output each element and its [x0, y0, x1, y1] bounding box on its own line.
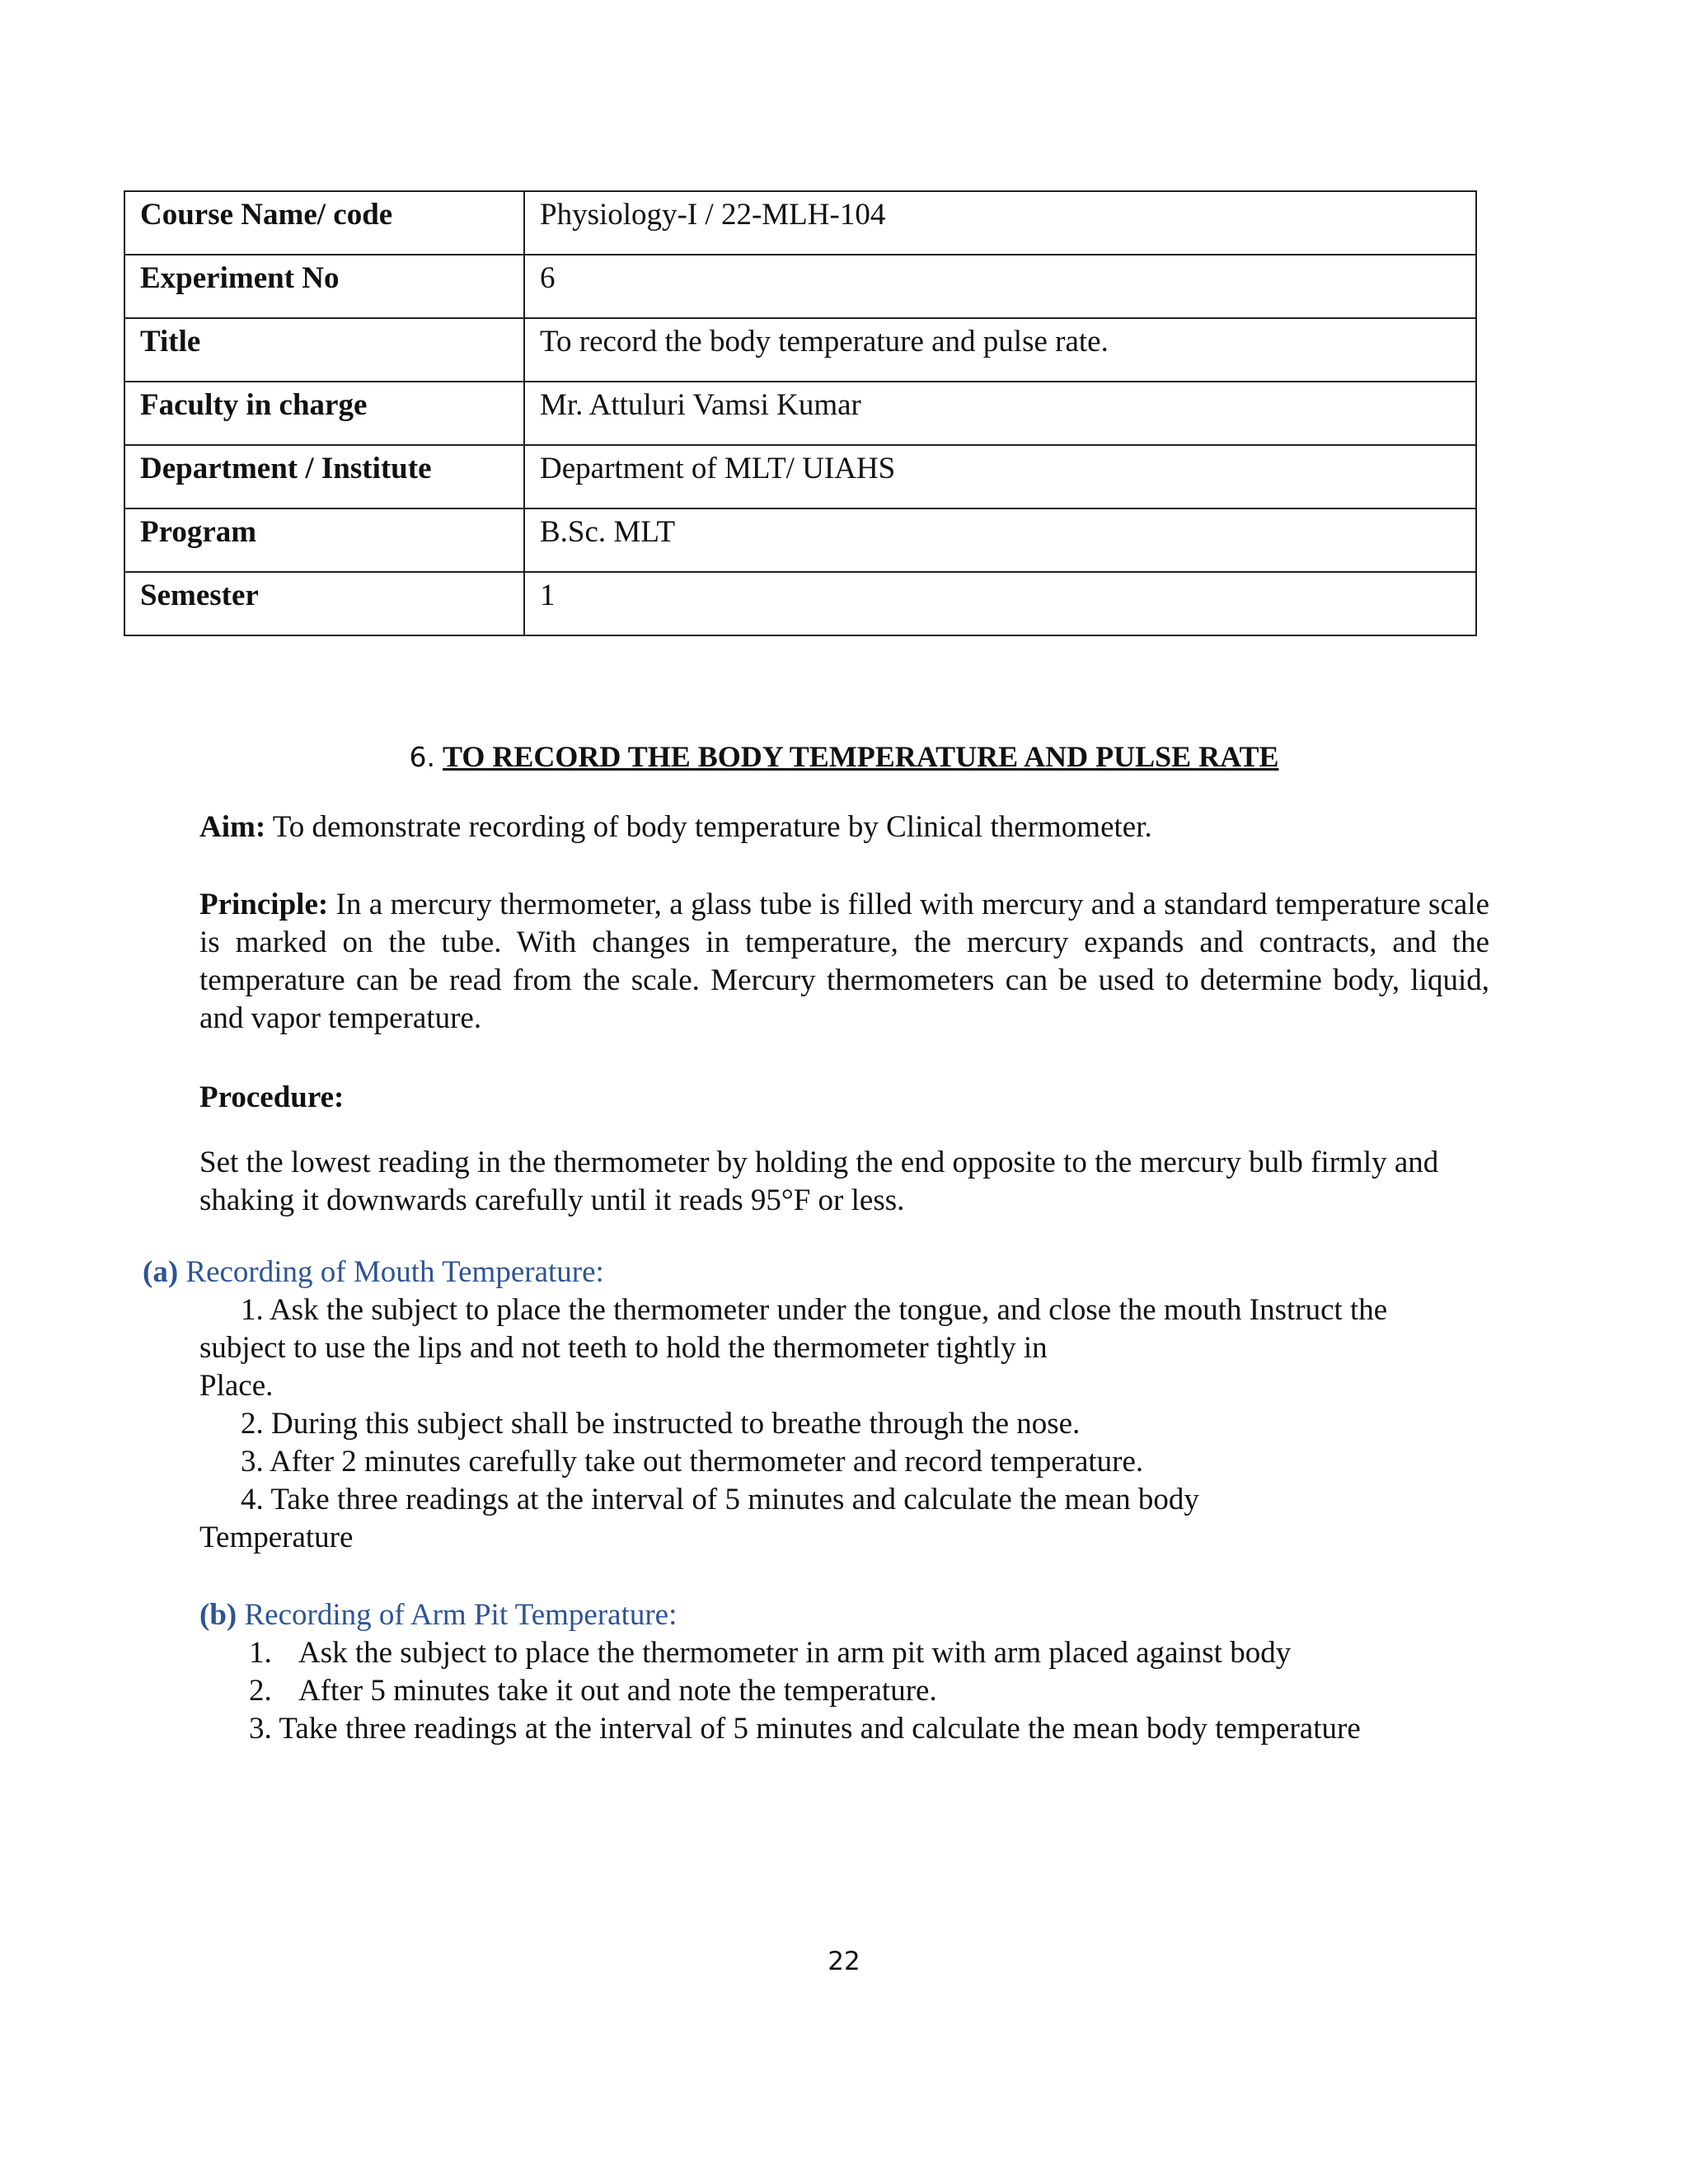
row-label: Faculty in charge	[124, 382, 524, 445]
section-heading	[0, 738, 1688, 776]
row-value: Department of MLT/ UIAHS	[524, 445, 1476, 509]
mouth-step-4-line-1: 4. Take three readings at the interval of 5 minutes and calculate the mean body	[241, 1483, 1199, 1516]
table-row	[124, 572, 1476, 635]
table-row	[124, 318, 1476, 382]
armpit-step-2-text: After 5 minutes take it out and note the temperature.	[298, 1674, 937, 1708]
mouth-step-1-line-3: Place.	[199, 1369, 274, 1403]
row-value: 6	[524, 255, 1476, 318]
row-value: B.Sc. MLT	[524, 509, 1476, 572]
row-label: Experiment No	[124, 255, 524, 318]
armpit-letter: (b)	[199, 1598, 237, 1632]
row-value: 1	[524, 572, 1476, 635]
procedure-intro: Set the lowest reading in the thermometer by holding the end opposite to the mercury bulb firmly and shaking it downwards carefully until it reads 95°F or less.	[199, 1146, 1439, 1217]
mouth-step-1-line-2: subject to use the lips and not teeth to hold the thermometer tightly in	[199, 1331, 1048, 1365]
mouth-step-2: 2. During this subject shall be instructed to breathe through the nose.	[241, 1407, 1081, 1441]
row-value: Physiology-I / 22-MLH-104	[524, 191, 1476, 255]
armpit-step-2-number: 2.	[249, 1674, 272, 1708]
aim-paragraph	[199, 808, 1489, 846]
principle-label: Principle:	[199, 888, 329, 921]
page-number: 22	[828, 1947, 860, 1976]
course-info-table	[124, 190, 1477, 636]
procedure-label: Procedure:	[199, 1080, 345, 1114]
table-row	[124, 509, 1476, 572]
table-row	[124, 255, 1476, 318]
principle-text: In a mercury thermometer, a glass tube is filled with mercury and a standard temperature scale is marked on the tube. With changes in temperature, the mercury expands and contracts, and the temperature can be read from the scale. Mercury thermometers can be used to determine body, liquid, and vapor temperature.	[199, 888, 1489, 1035]
armpit-step-1-text: Ask the subject to place the thermometer in arm pit with arm placed against body	[298, 1636, 1292, 1670]
row-label: Department / Institute	[124, 445, 524, 509]
mouth-temperature-heading	[143, 1254, 604, 1291]
armpit-step-3: 3. Take three readings at the interval of 5 minutes and calculate the mean body temperature	[249, 1712, 1361, 1746]
row-value: Mr. Attuluri Vamsi Kumar	[524, 382, 1476, 445]
armpit-step-1-number: 1.	[249, 1636, 272, 1670]
section-title: TO RECORD THE BODY TEMPERATURE AND PULSE RATE	[442, 740, 1279, 773]
mouth-letter: (a)	[143, 1255, 179, 1289]
armpit-heading-text: Recording of Arm Pit Temperature:	[244, 1598, 678, 1632]
row-label: Semester	[124, 572, 524, 635]
mouth-step-4-line-2: Temperature	[199, 1521, 354, 1554]
table-row	[124, 382, 1476, 445]
table-row	[124, 445, 1476, 509]
principle-paragraph	[199, 886, 1489, 1038]
section-number: 6.	[409, 741, 435, 773]
row-value: To record the body temperature and pulse rate.	[524, 318, 1476, 382]
armpit-temperature-heading	[199, 1596, 677, 1634]
mouth-step-3: 3. After 2 minutes carefully take out thermometer and record temperature.	[241, 1445, 1144, 1479]
row-label: Course Name/ code	[124, 191, 524, 255]
mouth-heading-text: Recording of Mouth Temperature:	[185, 1255, 604, 1289]
mouth-step-1-line-1: 1. Ask the subject to place the thermometer under the tongue, and close the mouth Instruct the	[241, 1293, 1388, 1327]
row-label: Program	[124, 509, 524, 572]
table-row	[124, 191, 1476, 255]
row-label: Title	[124, 318, 524, 382]
aim-text: To demonstrate recording of body temperature by Clinical thermometer.	[272, 810, 1152, 844]
aim-label: Aim:	[199, 810, 266, 844]
